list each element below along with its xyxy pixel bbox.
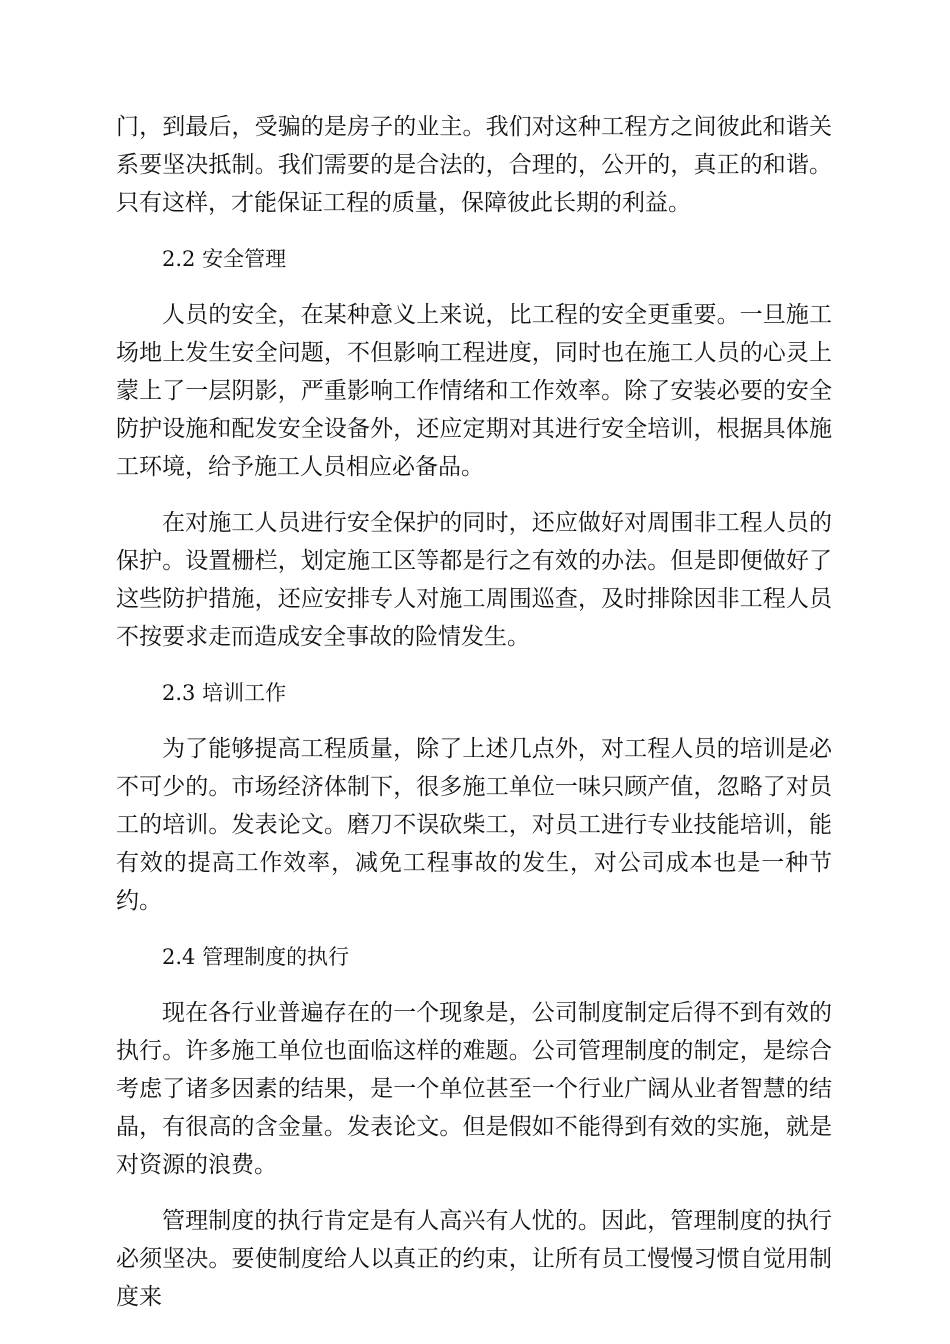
paragraph-policy-enforcement: 管理制度的执行肯定是有人高兴有人忧的。因此，管理制度的执行必须坚决。要使制度给人以真正的约束，让所有员工慢慢习惯自觉用制度来 (116, 1208, 832, 1310)
section-heading-training: 2.3 培训工作 (162, 681, 287, 705)
paragraph-policy-problem: 现在各行业普遍存在的一个现象是，公司制度制定后得不到有效的执行。许多施工单位也面临这样的难题。公司管理制度的制定，是综合考虑了诸多因素的结果，是一个单位甚至一个行业广阔从业者智慧的结晶，有很高的含金量。发表论文。但是假如不能得到有效的实施，就是对资源的浪费。 (116, 1000, 832, 1178)
document-body (116, 108, 832, 1334)
paragraph-personnel-safety: 人员的安全，在某种意义上来说，比工程的安全更重要。一旦施工场地上发生安全问题，不但影响工程进度，同时也在施工人员的心灵上蒙上了一层阴影，严重影响工作情绪和工作效率。除了安装必要的安全防护设施和配发安全设备外，还应定期对其进行安全培训，根据具体施工环境，给予施工人员相应必备品。 (116, 302, 832, 480)
paragraph-training: 为了能够提高工程质量，除了上述几点外，对工程人员的培训是必不可少的。市场经济体制下，很多施工单位一味只顾产值，忽略了对员工的培训。发表论文。磨刀不误砍柴工，对员工进行专业技能培训，能有效的提高工作效率，减免工程事故的发生，对公司成本也是一种节约。 (116, 736, 832, 914)
paragraph-continuation: 门，到最后，受骗的是房子的业主。我们对这种工程方之间彼此和谐关系要坚决抵制。我们需要的是合法的，合理的，公开的，真正的和谐。只有这样，才能保证工程的质量，保障彼此长期的利益。 (116, 114, 832, 216)
paragraph-non-personnel-protection: 在对施工人员进行安全保护的同时，还应做好对周围非工程人员的保护。设置栅栏，划定施工区等都是行之有效的办法。但是即便做好了这些防护措施，还应安排专人对施工周围巡查，及时排除因非工程人员不按要求走而造成安全事故的险情发生。 (116, 510, 832, 650)
section-heading-policy-execution: 2.4 管理制度的执行 (162, 945, 350, 969)
section-heading-safety-management: 2.2 安全管理 (162, 247, 287, 271)
